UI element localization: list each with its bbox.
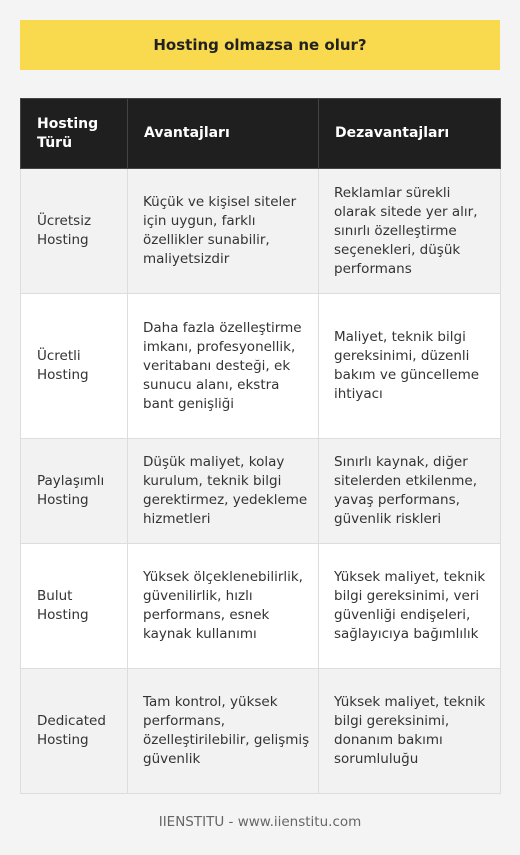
table-row bbox=[21, 294, 501, 439]
cell-advantages: Daha fazla özelleştirme imkanı, profesyonellik, veritabanı desteği, ek sunucu alanı, ekstra bant genişliği bbox=[128, 294, 319, 439]
cell-hosting-type: Dedicated Hosting bbox=[21, 669, 128, 794]
footer-credit: IIENSTITU - www.iienstitu.com bbox=[158, 814, 362, 830]
table-row bbox=[21, 169, 501, 294]
cell-advantages: Düşük maliyet, kolay kurulum, teknik bilgi gerektirmez, yedekleme hizmetleri bbox=[128, 439, 319, 544]
hosting-comparison-table bbox=[20, 98, 501, 794]
cell-advantages: Küçük ve kişisel siteler için uygun, farklı özellikler sunabilir, maliyetsizdir bbox=[128, 169, 319, 294]
cell-disadvantages: Maliyet, teknik bilgi gereksinimi, düzenli bakım ve güncelleme ihtiyacı bbox=[319, 294, 501, 439]
cell-disadvantages: Reklamlar sürekli olarak sitede yer alır, sınırlı özelleştirme seçenekleri, düşük performans bbox=[319, 169, 501, 294]
cell-hosting-type: Ücretsiz Hosting bbox=[21, 169, 128, 294]
header-advantages: Avantajları bbox=[128, 99, 319, 169]
cell-disadvantages: Yüksek maliyet, teknik bilgi gereksinimi, veri güvenliği endişeleri, sağlayıcıya bağımlılık bbox=[319, 544, 501, 669]
header-hosting-type: Hosting Türü bbox=[21, 99, 128, 169]
table-row bbox=[21, 544, 501, 669]
cell-disadvantages: Yüksek maliyet, teknik bilgi gereksinimi, donanım bakımı sorumluluğu bbox=[319, 669, 501, 794]
page-title: Hosting olmazsa ne olur? bbox=[153, 36, 367, 54]
title-banner bbox=[20, 20, 500, 70]
table-row bbox=[21, 439, 501, 544]
table-header-row bbox=[21, 99, 501, 169]
table-row bbox=[21, 669, 501, 794]
cell-hosting-type: Bulut Hosting bbox=[21, 544, 128, 669]
cell-advantages: Tam kontrol, yüksek performans, özelleştirilebilir, gelişmiş güvenlik bbox=[128, 669, 319, 794]
cell-disadvantages: Sınırlı kaynak, diğer sitelerden etkilenme, yavaş performans, güvenlik riskleri bbox=[319, 439, 501, 544]
cell-hosting-type: Paylaşımlı Hosting bbox=[21, 439, 128, 544]
header-disadvantages: Dezavantajları bbox=[319, 99, 501, 169]
cell-advantages: Yüksek ölçeklenebilirlik, güvenilirlik, hızlı performans, esnek kaynak kullanımı bbox=[128, 544, 319, 669]
cell-hosting-type: Ücretli Hosting bbox=[21, 294, 128, 439]
